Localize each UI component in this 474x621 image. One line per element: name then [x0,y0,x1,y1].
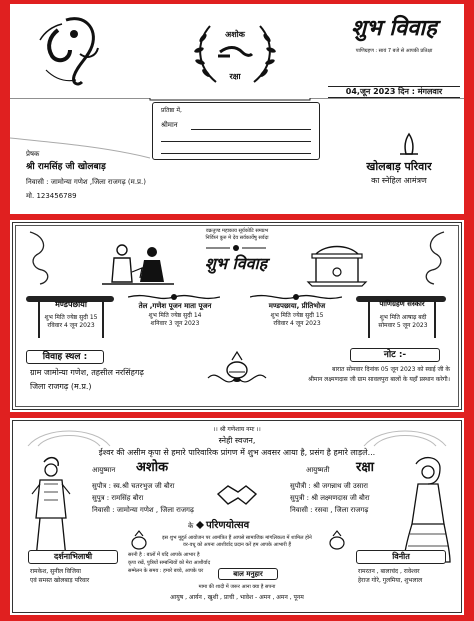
family-invite: का स्नेहिल आमंत्रण [371,176,427,185]
blessing-note-2: वर-वधू को अपना आशीर्वाद प्रदान करें हम आपके आभारी हैं [183,542,291,548]
groom-label: आयुष्मान [92,466,116,474]
kids-title: बाल मनुहार [218,568,278,580]
card-center-title: शुभ विवाह [204,254,268,273]
ganesh-salutation: ।। श्री गणेशाय नमः ।। [213,426,261,433]
kids-line-1: मामा की शादी में जरूर आना क्या है सपना [198,584,276,590]
note-line2: श्रीमान लक्ष्मणदास जी ग्राम सावलपुरा बालों के यहाँ प्रस्थान करेगी। [308,376,450,383]
bride-parent-1: सुपौत्री : श्री जगन्नाथ जी उसारा [290,482,368,490]
emblem-groom-name: अशोक [225,30,245,39]
bride-name: रक्षा [356,460,375,475]
bride-label: आयुष्मती [306,466,330,474]
mandala-left-icon [24,422,114,450]
event-4-line2: सोमवार 5 जून 2023 [378,321,428,329]
event-2-title: तेल ,गणेश पूजन माता पूजन [138,302,212,310]
sender-address: निवासी : जामोन्या गणेश ,जिला राजगढ़ (म.प्र.) [26,178,146,186]
wedding-ritual-illustration-icon [102,242,174,288]
mandala-right-icon [360,422,450,450]
bride-parent-3: निवासी : रसवा , जिला राजगढ़ [290,506,369,514]
wedding-date: 04,जून 2023 दिन : मंगलवार [328,86,460,98]
event-4-title: पाणिग्रहण संस्कार [379,300,425,308]
event-3 [242,302,352,328]
center-line-3: सम्मेलन के समय : हमारे बच्चे, आपके घर [128,568,204,574]
center-line-1: सरनी है : बालों में यदि आपके आभार है [128,552,200,558]
kalash-small-left-icon [128,530,150,552]
envelope-panel [10,4,464,214]
address-line-2 [161,141,311,142]
right-line-1: रामरतन , बालाचंद , रावेश्वर [358,568,420,575]
event-1-line2: रविवार 4 जून 2023 [47,321,95,329]
scroll-ornament-right-icon [420,228,450,288]
event-2-ornament-icon [128,292,220,302]
vinit-title: विनीत [356,550,446,564]
blessing-line-2: निर्विघ्नं कुरु मे देव सर्वकार्येषु सर्वदा [205,235,269,241]
left-line-1: रामकेश, सुनील विजिया [30,568,81,575]
shubh-vivah-block [328,10,460,100]
groom-name: अशोक [136,460,169,475]
event-2-line1: शुभ मिति ज्येष्ठ सुदी 14 [148,312,202,320]
right-line-2: हेराज गोरे, गुलमिया, शुभलाल [358,577,423,584]
sender-mobile: मो. 123456789 [26,192,77,200]
darshan-title: दर्शनाभिलाषी [28,550,118,564]
ganesh-icon [36,10,106,88]
center-line-2: कृपा रखें, पुत्रियों सम्बन्धियों को मेरा आशीर्वाद [128,560,211,566]
venue-line1: ग्राम जामोन्या गणेश, तहसील नरसिंहगढ़ [30,368,144,377]
recipient-prefix: श्रीमान [161,121,178,129]
event-3-line1: शुभ मिति ज्येष्ठ सुदी 15 [270,312,324,320]
recipient-address-box[interactable] [152,102,320,160]
event-3-title: मण्डपछाया, प्रीतिभोज [268,302,326,310]
handshake-icon [216,476,258,512]
diamond-bullet-icon [196,521,204,529]
event-2-line2: शनिवार 3 जून 2023 [150,319,200,327]
namaste-hands-icon [394,132,424,156]
emblem-bride-name: रक्षा [229,72,241,81]
event-4-line1: शुभ मिति आषाढ़ बदी [379,314,427,321]
event-3-line2: रविवार 4 जून 2023 [273,319,321,327]
event-4-details [356,314,450,330]
address-line-3 [161,153,311,154]
event-1-details [24,314,118,330]
bride-parent-2: सुपुत्री : श्री लक्ष्मणदास जी बौरा [290,494,370,502]
groom-parent-2: सुपुत्र : रामसिंह बौरा [92,494,144,502]
kalash-top-ornament-icon [206,244,266,252]
scroll-ornament-left-icon [24,228,54,288]
address-line-1 [191,129,311,130]
event-1-line1: शुभ मिति ज्येष्ठ सुदी 15 [44,314,98,321]
groom-figure-icon [26,454,76,564]
envelope-body [10,98,464,214]
event-1 [38,300,104,310]
note-title: नोट :- [350,348,440,362]
invitation-body-card [10,418,464,615]
note-line1: बारात सोमवार दिनांक 05 जून 2023 को स्वाई जी के [332,366,450,373]
groom-parent-3: निवासी : जामोन्या गणेश , जिला राजगढ़ [92,506,194,514]
kids-line-2: आयुष , आर्यन , खुशी , प्राची , भावेश - अमन , अमन , पूनम [170,594,304,601]
event-2 [120,302,230,328]
event-1-title: मण्डपछाया [55,300,87,309]
with-label: के [188,522,194,530]
recipient-label: प्रतिष्ठा में, [161,107,182,114]
blessing-line-1: वक्रतुण्ड महाकाय सूर्यकोटि समप्रभ [205,228,269,234]
sender-name: श्री रामसिंह जी खोलबाड़ [26,162,106,172]
family-name: खोलबाड़ परिवार [366,160,432,173]
blessing-note-1: इस शुभ मुहूर्त आयोजन पर आमंत्रित हैं आपसे सामाजिक मांगलिकता में शामिल होने [162,535,312,541]
events-card [10,220,464,412]
event-3-ornament-icon [250,292,342,302]
kalash-small-right-icon [326,530,348,552]
shubh-vivah-title: शुभ विवाह [351,15,437,41]
left-line-2: एवं समस्त खोलबाड़ परिवार [30,577,90,584]
venue-title: विवाह स्थल : [26,350,104,364]
parinaya-title: परिणयोत्सव [206,520,250,531]
event-4 [368,300,436,309]
mandap-illustration-icon [302,242,372,288]
venue-line2: जिला राजगढ़ (म.प्र.) [30,382,92,391]
greeting: स्नेही स्वजन, [218,436,256,445]
intro-text: ईश्वर की असीम कृपा से हमारे पारिवारिक प्रांगण में शुभ अवसर आया है, प्रसंग है हमारे लाड़ले... [98,448,376,457]
couple-emblem [190,12,280,92]
ceremony-note: पाणिग्रहण : सायं 7 बजे से आपकी प्रतिक्षा [355,48,433,54]
groom-parent-1: सुपौत्र : स्व.श्री चतरभुज जी बौरा [92,482,175,490]
kalash-icon [204,348,270,400]
sender-label: प्रेषक [26,150,40,158]
